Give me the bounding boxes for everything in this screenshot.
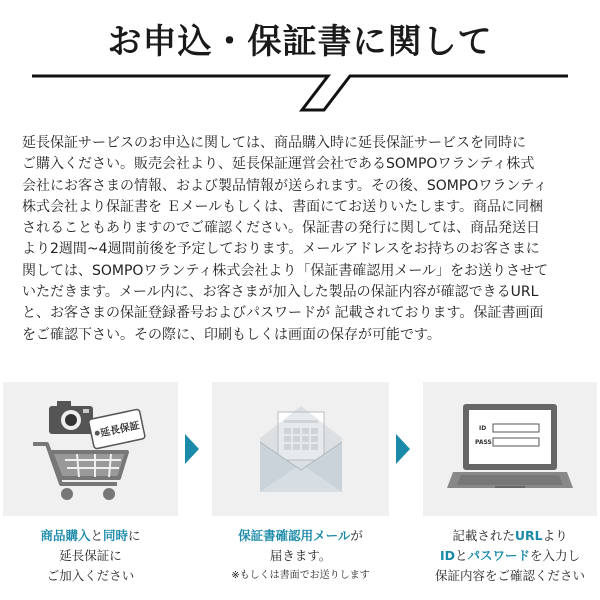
caption-line: ご加入ください — [46, 568, 135, 583]
step-2-caption — [212, 526, 389, 586]
caption-highlight: URL — [514, 528, 543, 543]
process-steps — [0, 382, 600, 600]
step-3-caption — [423, 526, 597, 586]
page-title: お申込・保証書に関して — [107, 22, 493, 62]
description-text — [22, 133, 584, 346]
description-line: をご確認下さい。その際に、印刷もしくは画面の保存が可能です。 — [22, 326, 441, 343]
caption-text: より — [542, 528, 568, 543]
description-line: 会社にお客さまの情報、および製品情報が送られます。その後、SOMPOワランティ — [22, 177, 548, 194]
pass-label: PASS — [475, 439, 492, 446]
warranty-tag-icon — [88, 409, 145, 449]
description-line: されることもありますのでご確認ください。保証書の発行に関しては、商品発送日 — [22, 220, 540, 237]
envelope-icon — [212, 382, 389, 516]
shopping-cart-camera-icon — [3, 382, 178, 516]
step-1-panel — [3, 382, 178, 516]
caption-line: 保証内容をご確認ください — [434, 568, 585, 583]
title-underline — [32, 64, 568, 112]
caption-highlight: 同時 — [103, 528, 129, 543]
step-1-caption — [3, 526, 178, 586]
step-arrow-icon — [185, 434, 199, 464]
description-line: いただきます。メール内に、お客さまが加入した製品の保証内容が確認できるURL — [22, 284, 539, 301]
caption-line — [423, 546, 597, 566]
caption-line — [3, 526, 178, 546]
caption-text: 記載された — [452, 528, 515, 543]
laptop-login-icon — [423, 382, 597, 516]
caption-text: と — [90, 528, 103, 543]
caption-note: ※もしくは書面でお送りします — [231, 570, 370, 581]
description-line: 延長保証サービスのお申込に関しては、商品購入時に延長保証サービスを同時に — [22, 135, 526, 151]
caption-highlight: ID — [439, 548, 455, 563]
caption-text: を入力し — [530, 548, 581, 563]
step-3-panel — [423, 382, 597, 516]
id-label: ID — [479, 425, 487, 432]
description-line: 関しては、SOMPOワランティ株式会社より「保証書確認用メール」をお送りさせて — [22, 262, 549, 279]
cart-icon — [33, 444, 127, 484]
caption-line — [423, 526, 597, 546]
camera-icon — [49, 401, 93, 434]
step-arrow-icon — [396, 434, 410, 464]
caption-text: に — [128, 528, 141, 543]
description-line: ご購入ください。販売会社より、延長保証運営会社であるSOMPOワランティ株式 — [22, 156, 535, 173]
caption-highlight: 商品購入 — [40, 528, 91, 543]
caption-line — [212, 526, 389, 546]
caption-highlight: 保証書確認用メール — [238, 528, 351, 543]
step-2-panel — [212, 382, 389, 516]
description-line: より2週間~4週間前後を予定しております。メールアドレスをお持ちのお客さまに — [22, 241, 540, 258]
caption-highlight: パスワード — [467, 548, 531, 563]
description-line: と、お客さまの保証登録番号およびパスワードが 記載されております。保証書画面 — [22, 305, 544, 322]
tag-label: 延長保証 — [99, 420, 141, 440]
caption-text: と — [454, 548, 468, 563]
caption-line: 延長保証に — [59, 548, 122, 563]
caption-line: 届きます。 — [269, 548, 332, 563]
caption-text: が — [350, 528, 363, 543]
description-line: 株式会社より保証書を Ｅメールもしくは、書面にてお送りいたします。商品に同梱 — [22, 198, 544, 215]
